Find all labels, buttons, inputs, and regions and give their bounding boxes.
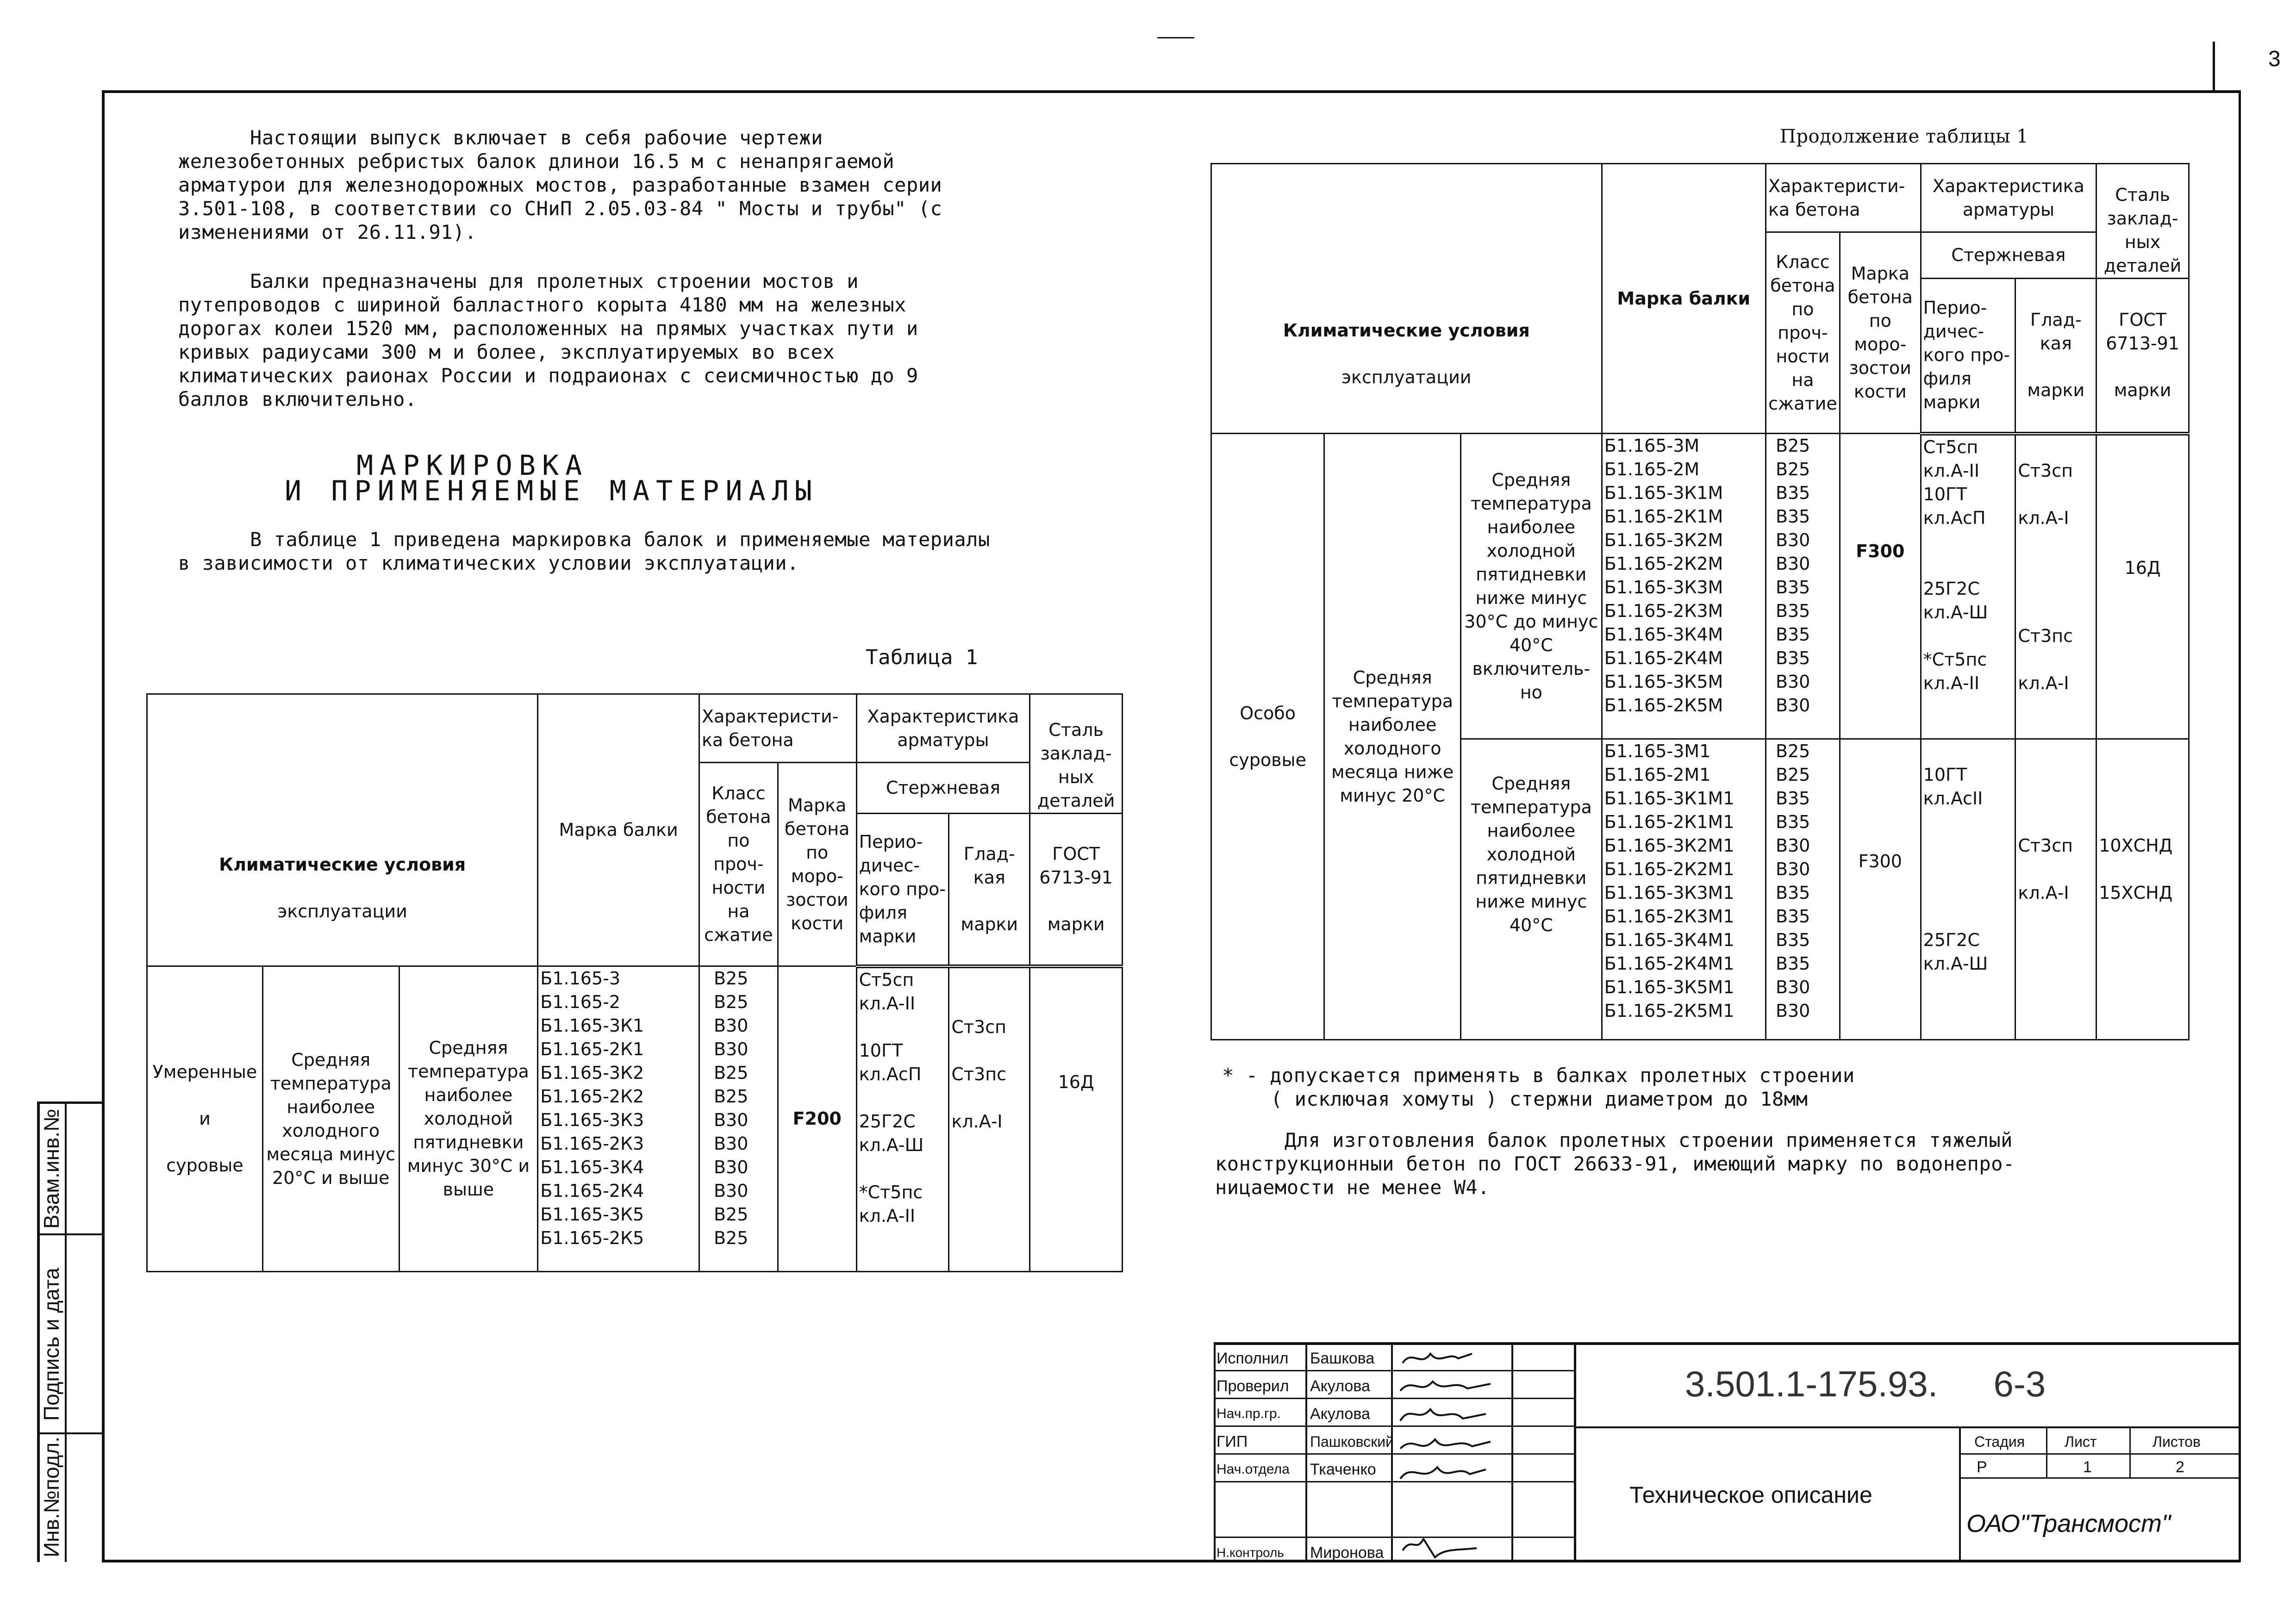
t2-rebar-header: Характеристика арматуры bbox=[1921, 164, 2096, 232]
intro-line: кривых радиусами 300 м и более, эксплуатируемых во всех bbox=[178, 341, 835, 363]
stamp-name-5: Ткаченко bbox=[1310, 1461, 1376, 1478]
stamp-role-3: Нач.пр.гр. bbox=[1217, 1406, 1281, 1421]
document-title: Техническое описание bbox=[1629, 1482, 1872, 1508]
t2-steel-2: 10ХСНД 15ХСНД bbox=[2096, 739, 2189, 1040]
note-line-1: Для изготовления балок пролетных строении применяется тяжелый bbox=[1285, 1129, 2013, 1151]
intro-line: арматурои для железнодорожных мостов, разработанные взамен серии bbox=[178, 174, 942, 196]
stamp-role-1: Исполнил bbox=[1217, 1350, 1289, 1367]
doc-number: 3.501.1-175.93. 6-3 bbox=[1685, 1363, 2046, 1404]
table1-caption: Таблица 1 bbox=[866, 646, 978, 669]
t1-periodic: Ст5сп кл.А-II 10ГТ кл.АсП 25Г2С кл.А-Ш *Ст5пс кл.А-II bbox=[856, 966, 949, 1272]
t2-periodic-header: Перио-дичес-кого про-филя марки bbox=[1921, 279, 2015, 434]
t1-climate-cell: Умеренные и суровые bbox=[147, 966, 263, 1272]
t1-steel-header: Сталь заклад-ных деталей bbox=[1030, 694, 1123, 814]
intro-line: Балки предназначены для пролетных строении мостов и bbox=[250, 270, 859, 293]
t1-climate-header: Климатические условия эксплуатации bbox=[147, 694, 538, 966]
note-line-2: конструкционныи бетон по ГОСТ 26633-91, имеющий марку по водонепро- bbox=[1215, 1152, 2015, 1175]
sheets-label: Листов bbox=[2152, 1433, 2201, 1450]
t1-smooth-header: Глад-кая марки bbox=[949, 814, 1030, 966]
intro-line: климатических раионах России и подраионах с сеисмичностью до 9 bbox=[178, 364, 918, 387]
stamp-role-4: ГИП bbox=[1217, 1433, 1248, 1450]
stamp-role-5: Нач.отдела bbox=[1217, 1462, 1290, 1477]
section-heading-2: И ПРИМЕНЯЕМЫЕ МАТЕРИАЛЫ bbox=[285, 475, 818, 507]
t1-month-temp: Средняя температура наиболее холодного месяца минус 20°С и выше bbox=[262, 966, 399, 1272]
table1-cont-caption: Продолжение таблицы 1 bbox=[1780, 126, 2029, 147]
footnote-line-1: * - допускается применять в балках пролетных строении bbox=[1222, 1064, 1855, 1087]
side-vzam: Взам.инв.№ bbox=[39, 1108, 63, 1229]
t2-smooth-1: Ст3сп кл.А-I Ст3пс кл.А-I bbox=[2015, 434, 2096, 739]
t1-frost-header: Марка бетона по моро-зостои кости bbox=[778, 763, 856, 966]
t2-steel-1: 16Д bbox=[2096, 434, 2189, 739]
t1-concrete-header: Характеристи-ка бетона bbox=[699, 694, 856, 763]
t1-mark-header: Марка балки bbox=[538, 694, 699, 966]
t2-classes-1: В25 В25 В35 В35 В30 В30 В35 В35 В35 В35 В30 В30 bbox=[1766, 434, 1840, 739]
t1-classes: В25 В25 В30 В30 В25 В25 В30 В30 В30 В30 В25 В25 bbox=[699, 966, 778, 1272]
t2-frost-header: Марка бетона по моро-зостои кости bbox=[1840, 232, 1921, 434]
t1-fiveday-temp: Средняя температура наиболее холодной пятидневки минус 30°С и выше bbox=[399, 966, 538, 1272]
top-mark bbox=[1157, 37, 1194, 38]
sheet-value: 1 bbox=[2083, 1458, 2092, 1476]
t2-marks-2: Б1.165-3М1 Б1.165-2М1 Б1.165-3К1М1 Б1.165-2К1М1 Б1.165-3К2М1 Б1.165-2К2М1 Б1.165-3К3М1 Б1.165-2К3М1 Б1.165-3К4М1 Б1.165-2К4М1 Б1.165-3К5М1 Б1.165-2К5М1 bbox=[1602, 739, 1766, 1040]
t1-marks: Б1.165-3 Б1.165-2 Б1.165-3К1 Б1.165-2К1 Б1.165-3К2 Б1.165-2К2 Б1.165-3К3 Б1.165-2К3 Б1.165-3К4 Б1.165-2К4 Б1.165-3К5 Б1.165-2К5 bbox=[538, 966, 699, 1272]
frame-top bbox=[102, 90, 2240, 93]
t2-smooth-header: Глад-кая марки bbox=[2015, 279, 2096, 434]
stamp-name-4: Пашковский bbox=[1310, 1433, 1394, 1450]
stamp-name-3: Акулова bbox=[1310, 1405, 1370, 1423]
t2-mark-header: Марка балки bbox=[1602, 164, 1766, 434]
t1-frost: F200 bbox=[778, 966, 856, 1272]
t2-periodic-1: Ст5сп кл.А-II 10ГТ кл.АсП 25Г2С кл.А-Ш *Ст5пс кл.А-II bbox=[1921, 434, 2015, 739]
side-podpis: Подпись и дата bbox=[39, 1268, 63, 1421]
t2-fiveday-temp-1: Средняя температура наиболее холодной пятидневки ниже минус 30°С до минус 40°С включитель-но bbox=[1461, 434, 1602, 739]
table1-continuation bbox=[1210, 163, 2190, 1040]
side-inv: Инв.№подл. bbox=[39, 1437, 63, 1557]
t2-climate-header: Климатические условия эксплуатации bbox=[1211, 164, 1602, 434]
stamp-role-7: Н.контроль bbox=[1217, 1545, 1284, 1560]
stamp-role-2: Проверил bbox=[1217, 1377, 1289, 1395]
organization: ОАО"Трансмост" bbox=[1966, 1510, 2171, 1537]
t2-periodic-2: 10ГТ кл.АсII 25Г2С кл.А-Ш bbox=[1921, 739, 2015, 1040]
t2-smooth-2: Ст3сп кл.А-I bbox=[2015, 739, 2096, 1040]
t1-periodic-header: Перио-дичес-кого про-филя марки bbox=[856, 814, 949, 966]
signatures bbox=[1393, 1344, 1509, 1562]
intro-line: дорогах колеи 1520 мм, расположенных на прямых участках пути и bbox=[178, 317, 918, 340]
footnote-line-2: ( исключая хомуты ) стержни диаметром до 18мм bbox=[1271, 1088, 1808, 1110]
section-heading-1: МАРКИРОВКА bbox=[356, 449, 589, 482]
t1-smooth: Ст3сп Ст3пс кл.А-I bbox=[949, 966, 1030, 1272]
stage-value: Р bbox=[1977, 1458, 1987, 1476]
t2-concrete-header: Характеристи-ка бетона bbox=[1766, 164, 1921, 232]
intro-line: 3.501-108, в соответствии со СНиП 2.05.03-84 " Мосты и трубы" (с bbox=[178, 197, 942, 220]
note-line-3: ницаемости не менее W4. bbox=[1215, 1176, 1490, 1199]
t1-steel-gost-header: ГОСТ 6713-91 марки bbox=[1030, 814, 1123, 966]
t2-fiveday-temp-2: Средняя температура наиболее холодной пятидневки ниже минус 40°С bbox=[1461, 739, 1602, 1040]
t2-frost-2: F300 bbox=[1840, 739, 1921, 1040]
corner-tick bbox=[2213, 42, 2215, 93]
frame-right bbox=[2239, 90, 2241, 1562]
page-number: 3 bbox=[2268, 47, 2281, 71]
t2-climate-cell: Особо суровые bbox=[1211, 434, 1324, 1040]
t2-frost-1: F300 bbox=[1840, 434, 1921, 739]
t1-steel: 16Д bbox=[1030, 966, 1123, 1272]
t1-rod-header: Стержневая bbox=[856, 763, 1030, 814]
t1-class-header: Класс бетона по проч-ности на сжатие bbox=[699, 763, 778, 966]
t1-rebar-header: Характеристика арматуры bbox=[856, 694, 1030, 763]
t2-steel-gost-header: ГОСТ 6713-91 марки bbox=[2096, 279, 2189, 434]
t2-class-header: Класс бетона по проч-ности на сжатие bbox=[1766, 232, 1840, 434]
intro-line: изменениями от 26.11.91). bbox=[178, 221, 477, 243]
sheet-label: Лист bbox=[2065, 1433, 2097, 1450]
frame-left bbox=[102, 90, 105, 1562]
section-text-2: в зависимости от климатических условии эксплуатации. bbox=[178, 552, 799, 574]
t2-month-temp: Средняя температура наиболее холодного месяца ниже минус 20°С bbox=[1324, 434, 1461, 1040]
section-text-1: В таблице 1 приведена маркировка балок и применяемые материалы bbox=[250, 528, 990, 551]
t2-rod-header: Стержневая bbox=[1921, 232, 2096, 279]
frame-bottom bbox=[102, 1560, 2240, 1562]
stamp-name-7: Миронова bbox=[1310, 1544, 1384, 1562]
stamp-name-2: Акулова bbox=[1310, 1377, 1370, 1395]
t2-steel-header: Сталь заклад-ных деталей bbox=[2096, 164, 2189, 279]
stamp-name-1: Башкова bbox=[1310, 1350, 1375, 1367]
t2-classes-2: В25 В25 В35 В35 В30 В30 В35 В35 В35 В35 В30 В30 bbox=[1766, 739, 1840, 1040]
t2-marks-1: Б1.165-3М Б1.165-2М Б1.165-3К1М Б1.165-2К1М Б1.165-3К2М Б1.165-2К2М Б1.165-3К3М Б1.165-2К3М Б1.165-3К4М Б1.165-2К4М Б1.165-3К5М Б1.165-2К5М bbox=[1602, 434, 1766, 739]
stage-label: Стадия bbox=[1974, 1433, 2025, 1450]
intro-line: Настоящии выпуск включает в себя рабочие чертежи bbox=[250, 126, 823, 149]
intro-line: железобетонных ребристых балок длинои 16.5 м с ненапрягаемой bbox=[178, 150, 895, 173]
intro-line: путепроводов с шириной балластного корыта 4180 мм на железных bbox=[178, 293, 906, 316]
table1 bbox=[146, 693, 1123, 1272]
sheets-value: 2 bbox=[2176, 1458, 2184, 1476]
intro-line: баллов включительно. bbox=[178, 388, 417, 411]
